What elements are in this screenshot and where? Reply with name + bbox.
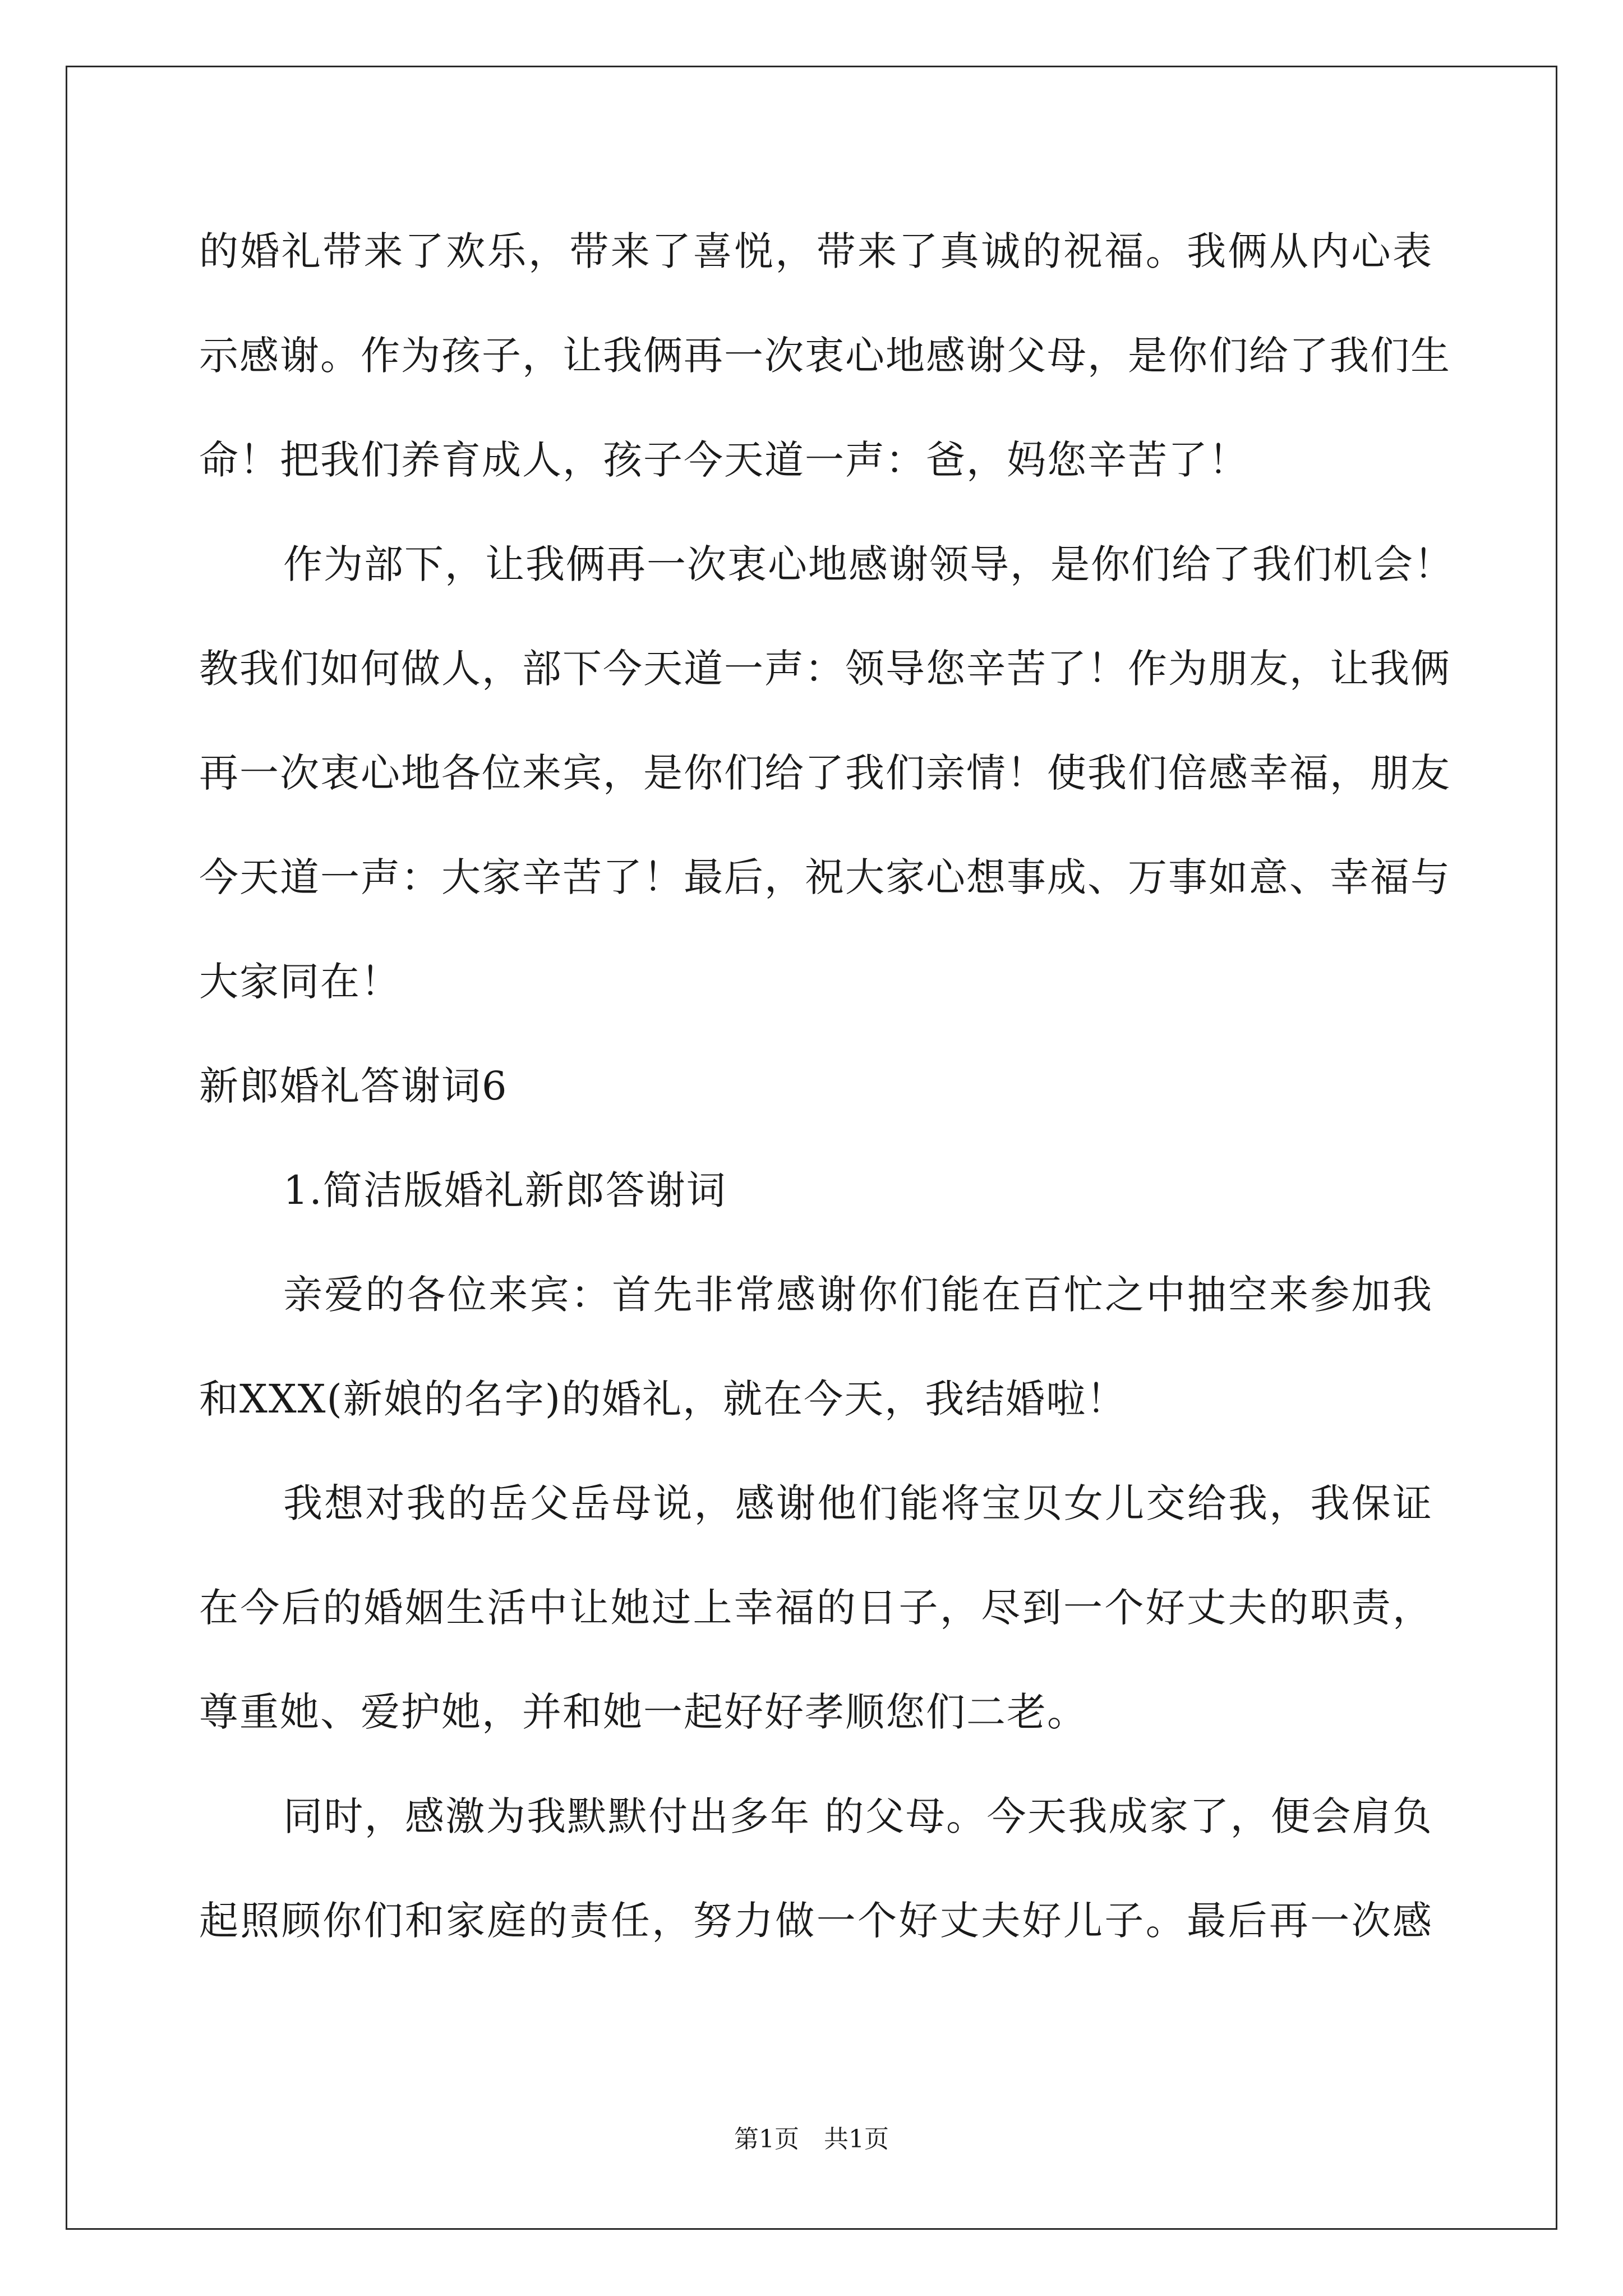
- text-line: 和XXX(新娘的名字)的婚礼，就在今天，我结婚啦！: [199, 1376, 1127, 1422]
- subsection-heading: 1.简洁版婚礼新郎答谢词: [283, 1167, 727, 1213]
- text-line: 起照顾你们和家庭的责任，努力做一个好丈夫好儿子。最后再一次感: [199, 1898, 1433, 1944]
- text-line: 再一次衷心地各位来宾，是你们给了我们亲情！使我们倍感幸福，朋友: [199, 750, 1451, 796]
- text-line: 的婚礼带来了欢乐，带来了喜悦，带来了真诚的祝福。我俩从内心表: [199, 228, 1433, 274]
- text-line: 今天道一声：大家辛苦了！最后，祝大家心想事成、万事如意、幸福与: [199, 854, 1451, 900]
- text-line: 教我们如何做人，部下今天道一声：领导您辛苦了！作为朋友，让我俩: [199, 646, 1451, 692]
- section-heading: 新郎婚礼答谢词6: [199, 1063, 508, 1109]
- paragraph-start-line: 亲爱的各位来宾：首先非常感谢你们能在百忙之中抽空来参加我: [283, 1272, 1433, 1318]
- document-body: [199, 199, 1454, 1973]
- text-line: 命！把我们养育成人，孩子今天道一声：爸，妈您辛苦了！: [199, 437, 1249, 483]
- text-line: 在今后的婚姻生活中让她过上幸福的日子，尽到一个好丈夫的职责，: [199, 1585, 1433, 1631]
- paragraph-start-line: 我想对我的岳父岳母说，感谢他们能将宝贝女儿交给我，我保证: [283, 1480, 1433, 1526]
- text-line: 尊重她、爱护她，并和她一起好好孝顺您们二老。: [199, 1689, 1087, 1735]
- paragraph-start-line: 作为部下，让我俩再一次衷心地感谢领导，是你们给了我们机会！: [283, 541, 1454, 587]
- text-line: 大家同在！: [199, 959, 401, 1005]
- page-number-footer: 第1页 共1页: [734, 2125, 889, 2154]
- paragraph-start-line: 同时，感激为我默默付出多年 的父母。今天我成家了，便会肩负: [283, 1793, 1433, 1839]
- text-line: 示感谢。作为孩子，让我俩再一次衷心地感谢父母，是你们给了我们生: [199, 333, 1451, 379]
